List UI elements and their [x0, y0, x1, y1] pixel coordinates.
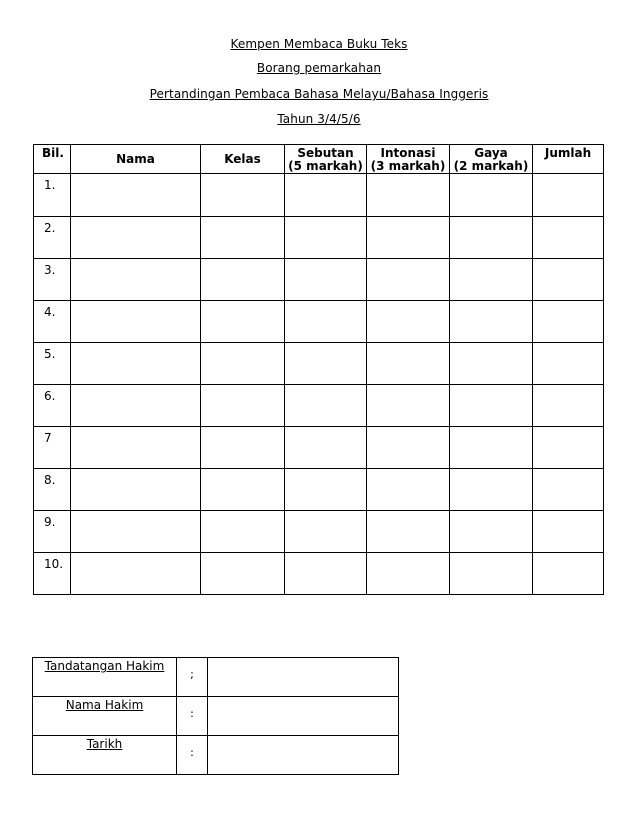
gaya-cell[interactable]: [450, 217, 533, 259]
kelas-cell[interactable]: [201, 174, 285, 217]
jumlah-cell[interactable]: [533, 174, 604, 217]
header-bil: Bil.: [34, 145, 71, 174]
signature-colon: ;: [177, 658, 208, 697]
table-row: [34, 469, 604, 511]
jumlah-cell[interactable]: [533, 217, 604, 259]
header-nama: Nama: [71, 145, 201, 174]
kelas-cell[interactable]: [201, 385, 285, 427]
sebutan-cell[interactable]: [285, 553, 367, 595]
intonasi-cell[interactable]: [367, 343, 450, 385]
gaya-cell[interactable]: [450, 469, 533, 511]
judge-name-colon: :: [177, 697, 208, 736]
gaya-cell[interactable]: [450, 259, 533, 301]
gaya-cell[interactable]: [450, 511, 533, 553]
header-jumlah: Jumlah: [533, 145, 604, 174]
gaya-cell[interactable]: [450, 174, 533, 217]
judge-name-row: [33, 697, 399, 736]
nama-cell[interactable]: [71, 385, 201, 427]
row-number: 4.: [34, 301, 71, 343]
intonasi-cell[interactable]: [367, 553, 450, 595]
header-sebutan-marks: (5 markah): [288, 159, 363, 173]
sebutan-cell[interactable]: [285, 427, 367, 469]
row-number: 9.: [34, 511, 71, 553]
nama-cell[interactable]: [71, 259, 201, 301]
nama-cell[interactable]: [71, 174, 201, 217]
sebutan-cell[interactable]: [285, 259, 367, 301]
intonasi-cell[interactable]: [367, 259, 450, 301]
judge-name-field[interactable]: [208, 697, 399, 736]
form-subtitle: Borang pemarkahan: [256, 61, 382, 75]
table-row: [34, 301, 604, 343]
kelas-cell[interactable]: [201, 217, 285, 259]
row-number: 8.: [34, 469, 71, 511]
intonasi-cell[interactable]: [367, 217, 450, 259]
header-sebutan-label: Sebutan: [297, 146, 354, 160]
row-number: 5.: [34, 343, 71, 385]
jumlah-cell[interactable]: [533, 385, 604, 427]
intonasi-cell[interactable]: [367, 427, 450, 469]
jumlah-cell[interactable]: [533, 469, 604, 511]
intonasi-cell[interactable]: [367, 301, 450, 343]
date-label: Tarikh: [33, 736, 177, 775]
header-gaya-marks: (2 markah): [453, 159, 529, 173]
nama-cell[interactable]: [71, 217, 201, 259]
jumlah-cell[interactable]: [533, 553, 604, 595]
kelas-cell[interactable]: [201, 553, 285, 595]
table-row: [34, 259, 604, 301]
sebutan-cell[interactable]: [285, 511, 367, 553]
gaya-cell[interactable]: [450, 553, 533, 595]
table-row: [34, 511, 604, 553]
header-sebutan: [285, 145, 367, 174]
table-row: [34, 217, 604, 259]
header-intonasi-marks: (3 markah): [370, 159, 446, 173]
kelas-cell[interactable]: [201, 343, 285, 385]
gaya-cell[interactable]: [450, 343, 533, 385]
header-gaya-label: Gaya: [474, 146, 508, 160]
signature-table: [32, 657, 399, 775]
kelas-cell[interactable]: [201, 511, 285, 553]
nama-cell[interactable]: [71, 343, 201, 385]
header-kelas: Kelas: [201, 145, 285, 174]
table-row: [34, 553, 604, 595]
jumlah-cell[interactable]: [533, 427, 604, 469]
nama-cell[interactable]: [71, 511, 201, 553]
sebutan-cell[interactable]: [285, 217, 367, 259]
judge-name-label: Nama Hakim: [33, 697, 177, 736]
intonasi-cell[interactable]: [367, 469, 450, 511]
row-number: 1.: [34, 174, 71, 217]
header-intonasi-label: Intonasi: [380, 146, 436, 160]
date-colon: :: [177, 736, 208, 775]
row-number: 3.: [34, 259, 71, 301]
signature-row: [33, 658, 399, 697]
document-title: Kempen Membaca Buku Teks: [230, 37, 408, 51]
date-row: [33, 736, 399, 775]
sebutan-cell[interactable]: [285, 174, 367, 217]
signature-field[interactable]: [208, 658, 399, 697]
intonasi-cell[interactable]: [367, 174, 450, 217]
jumlah-cell[interactable]: [533, 301, 604, 343]
header-row: [34, 145, 604, 174]
score-table: [33, 144, 604, 595]
form-headings: [0, 36, 638, 135]
date-field[interactable]: [208, 736, 399, 775]
sebutan-cell[interactable]: [285, 301, 367, 343]
row-number: 6.: [34, 385, 71, 427]
nama-cell[interactable]: [71, 553, 201, 595]
kelas-cell[interactable]: [201, 301, 285, 343]
nama-cell[interactable]: [71, 469, 201, 511]
table-row: [34, 174, 604, 217]
table-row: [34, 385, 604, 427]
jumlah-cell[interactable]: [533, 511, 604, 553]
row-number: 10.: [34, 553, 71, 595]
gaya-cell[interactable]: [450, 301, 533, 343]
sebutan-cell[interactable]: [285, 469, 367, 511]
table-row: [34, 343, 604, 385]
gaya-cell[interactable]: [450, 427, 533, 469]
row-number: 7: [34, 427, 71, 469]
gaya-cell[interactable]: [450, 385, 533, 427]
nama-cell[interactable]: [71, 427, 201, 469]
signature-label: Tandatangan Hakim: [33, 658, 177, 697]
intonasi-cell[interactable]: [367, 511, 450, 553]
kelas-cell[interactable]: [201, 469, 285, 511]
intonasi-cell[interactable]: [367, 385, 450, 427]
sebutan-cell[interactable]: [285, 385, 367, 427]
year-heading: Tahun 3/4/5/6: [277, 112, 361, 126]
kelas-cell[interactable]: [201, 259, 285, 301]
jumlah-cell[interactable]: [533, 259, 604, 301]
jumlah-cell[interactable]: [533, 343, 604, 385]
competition-title: Pertandingan Pembaca Bahasa Melayu/Bahasa Inggeris: [149, 87, 489, 101]
table-row: [34, 427, 604, 469]
row-number: 2.: [34, 217, 71, 259]
header-gaya: [450, 145, 533, 174]
sebutan-cell[interactable]: [285, 343, 367, 385]
kelas-cell[interactable]: [201, 427, 285, 469]
nama-cell[interactable]: [71, 301, 201, 343]
header-intonasi: [367, 145, 450, 174]
